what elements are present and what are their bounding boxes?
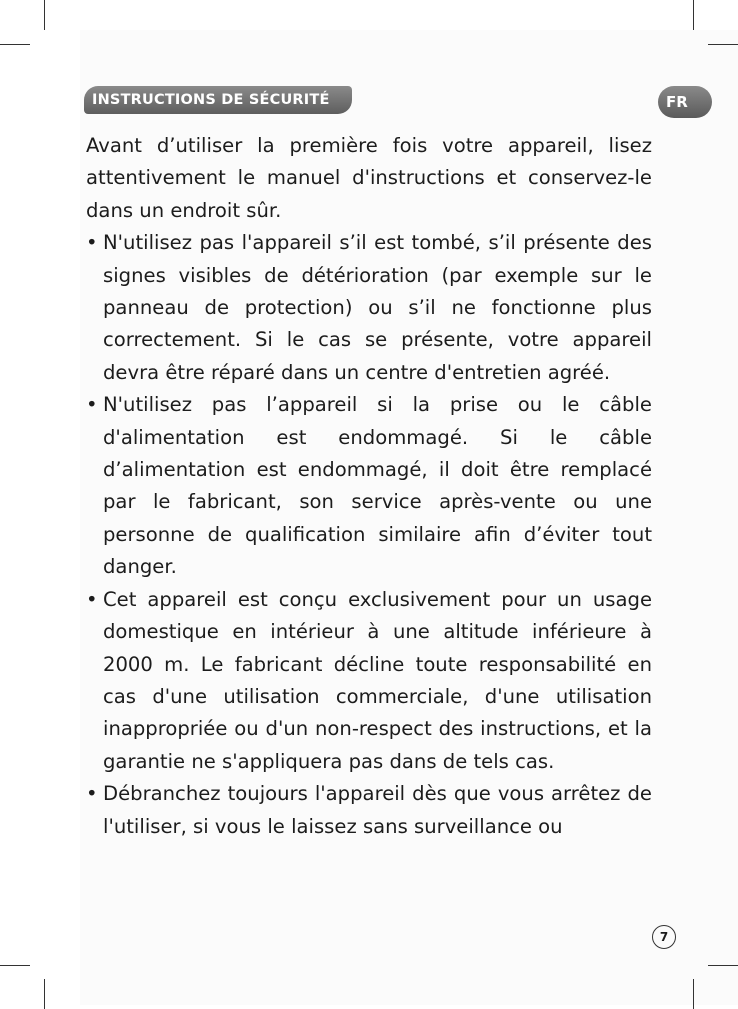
bullet-icon: • <box>86 231 98 255</box>
bullet-icon: • <box>86 782 98 806</box>
crop-mark-bottom-right-vertical <box>693 979 694 1009</box>
safety-instructions-body <box>86 130 652 843</box>
list-item-text: N'utilisez pas l’appareil si la prise ou le câble d'alimentation est endommagé. Si le câble d’alimentation est endommagé, il doit être remplacé par le fabricant, son service après-vente ou une personne de qualification similaire afin d’éviter tout danger. <box>103 393 652 579</box>
list-item <box>86 584 652 778</box>
crop-mark-bottom-left-horizontal <box>0 965 30 966</box>
page-number-badge <box>652 925 676 949</box>
crop-mark-top-left-horizontal <box>0 44 30 45</box>
language-code: FR <box>666 93 688 111</box>
page-number: 7 <box>659 930 669 944</box>
list-item-text: Débranchez toujours l'appareil dès que vous arrêtez de l'utiliser, si vous le laissez sans surveillance ou <box>103 782 652 838</box>
crop-mark-top-right-horizontal <box>708 44 738 45</box>
bullet-icon: • <box>86 587 98 611</box>
list-item <box>86 389 652 583</box>
bullet-icon: • <box>86 393 98 417</box>
section-title-banner <box>84 86 352 114</box>
crop-mark-top-right-vertical <box>693 0 694 30</box>
safety-bullet-list <box>86 227 652 843</box>
language-badge <box>658 86 712 118</box>
list-item <box>86 227 652 389</box>
crop-mark-bottom-left-vertical <box>44 979 45 1009</box>
crop-mark-bottom-right-horizontal <box>708 965 738 966</box>
crop-mark-top-left-vertical <box>44 0 45 30</box>
list-item <box>86 778 652 843</box>
intro-paragraph: Avant d’utiliser la première fois votre appareil, lisez attentivement le manuel d'instructions et conservez-le dans un endroit sûr. <box>86 134 652 222</box>
section-title: INSTRUCTIONS DE SÉCURITÉ <box>92 92 330 108</box>
list-item-text: Cet appareil est conçu exclusivement pour un usage domestique en intérieur à une altitude inférieure à 2000 m. Le fabricant décline toute responsabilité en cas d'une utilisation commerciale, d'une utilisation inappropriée ou d'un non-respect des instructions, et la garantie ne s'appliquera pas dans de tels cas. <box>103 587 652 773</box>
list-item-text: N'utilisez pas l'appareil s’il est tombé, s’il présente des signes visibles de détérioration (par exemple sur le panneau de protection) ou s’il ne fonctionne plus correctement. Si le cas se présente, votre appareil devra être réparé dans un centre d'entretien agréé. <box>103 231 652 384</box>
